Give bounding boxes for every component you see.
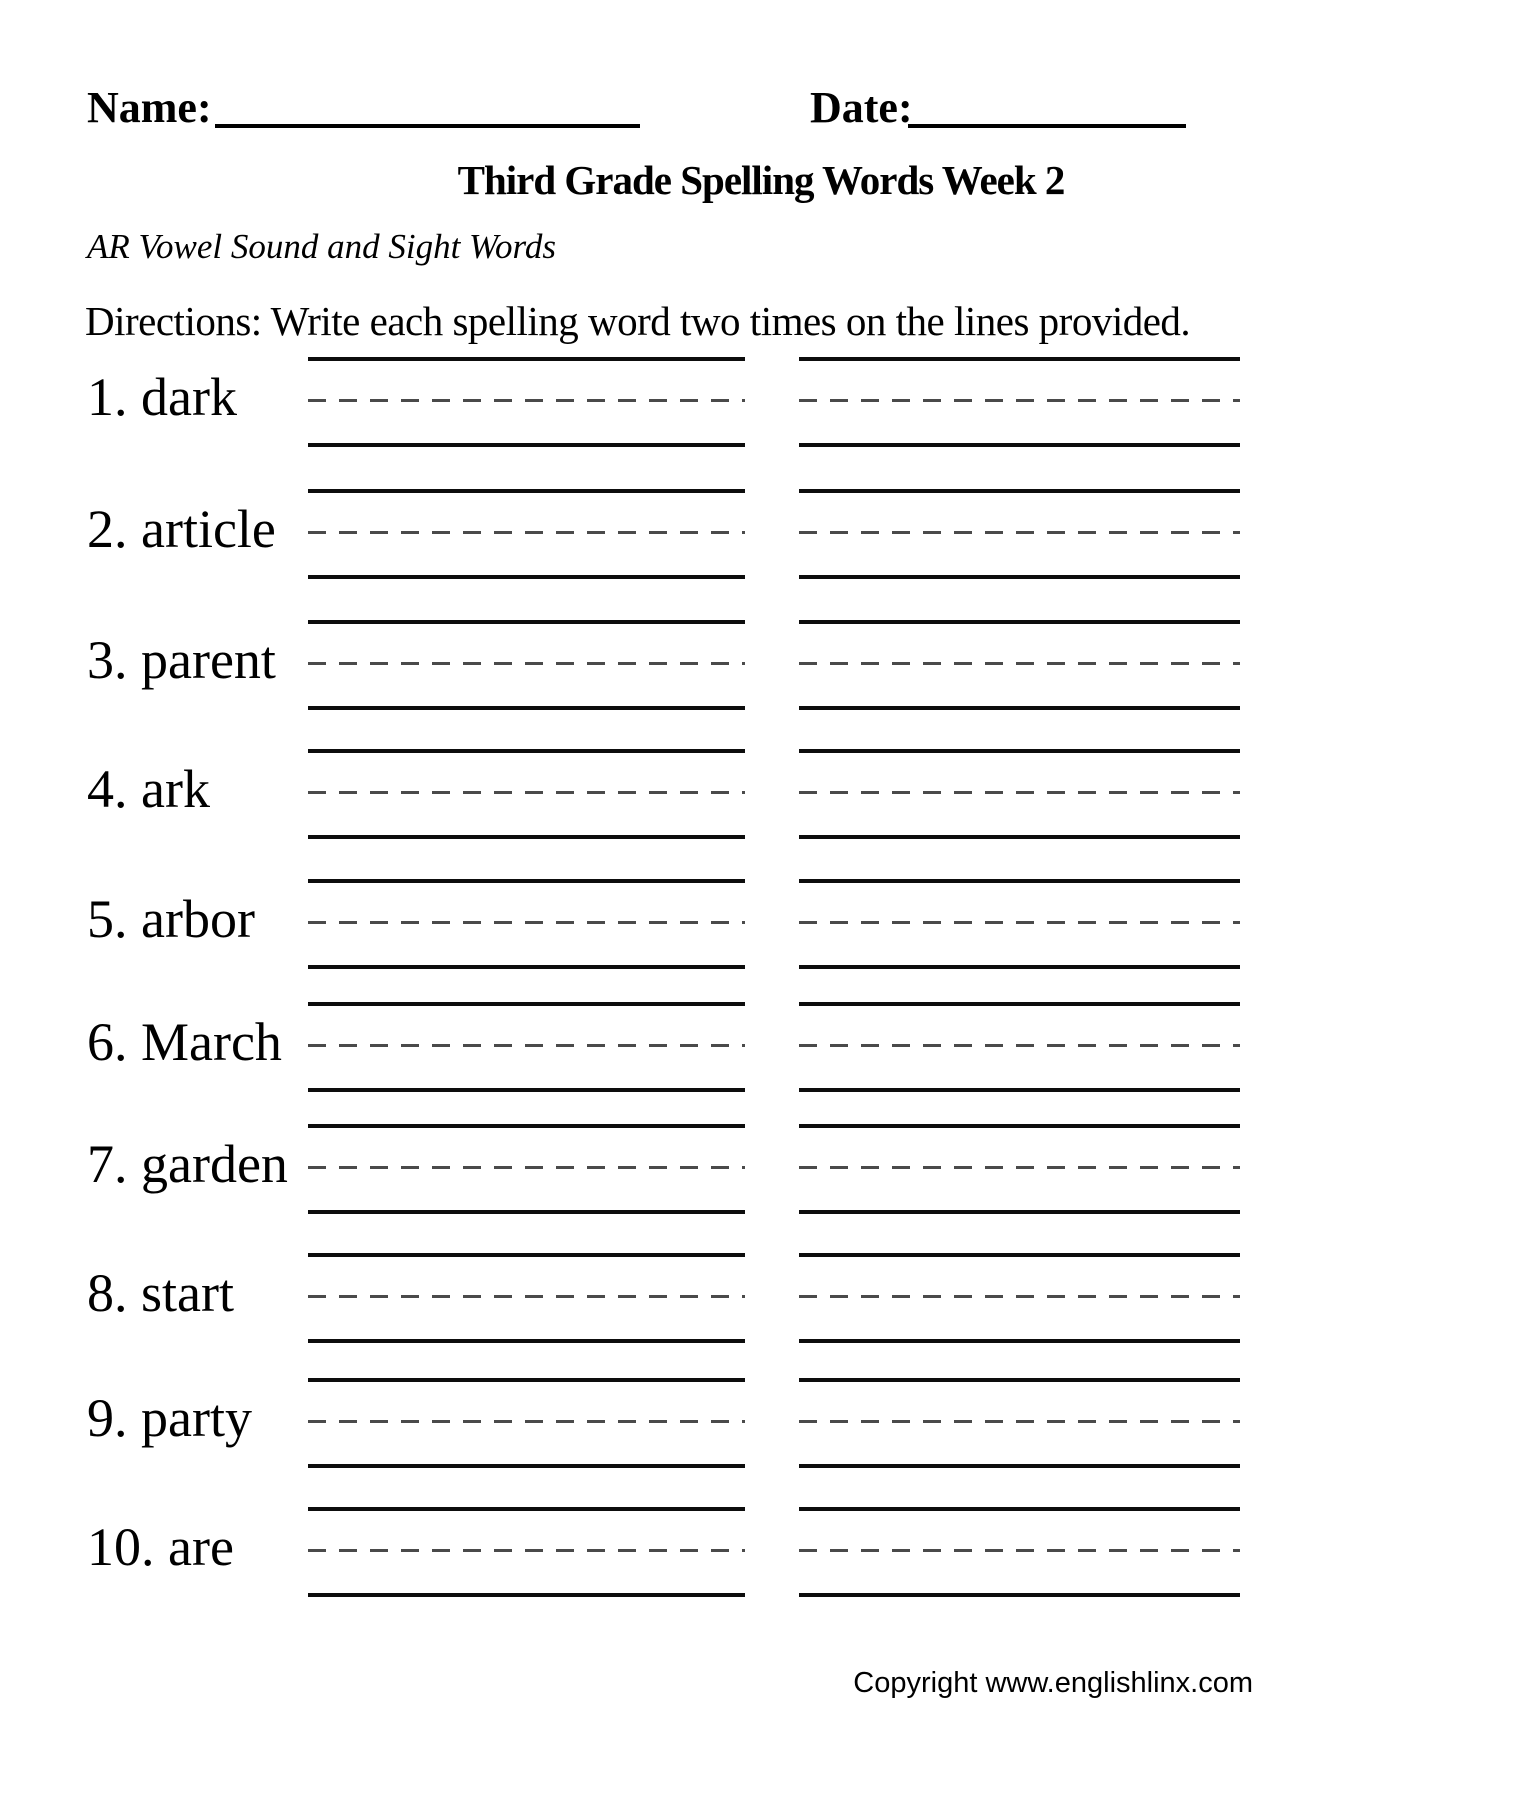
line-bottom	[799, 965, 1240, 969]
line-top	[308, 489, 745, 493]
date-blank-line	[908, 90, 1186, 128]
word-row	[0, 357, 1522, 447]
word-label: 1. dark	[87, 367, 237, 427]
line-bottom	[799, 835, 1240, 839]
line-top	[308, 1378, 745, 1382]
line-bottom	[308, 443, 745, 447]
writing-lines-right	[799, 620, 1240, 710]
word-label: 3. parent	[87, 630, 276, 690]
line-bottom	[799, 1339, 1240, 1343]
word-label: 8. start	[87, 1263, 234, 1323]
page-subtitle: AR Vowel Sound and Sight Words	[87, 227, 556, 266]
writing-lines-left	[308, 879, 745, 969]
word-row	[0, 749, 1522, 839]
line-middle-dashed	[799, 1044, 1240, 1047]
writing-lines-right	[799, 357, 1240, 447]
line-middle-dashed	[308, 1420, 745, 1423]
line-bottom	[308, 1464, 745, 1468]
line-top	[799, 1253, 1240, 1257]
word-label: 5. arbor	[87, 889, 255, 949]
line-top	[799, 1124, 1240, 1128]
word-row	[0, 1002, 1522, 1092]
line-middle-dashed	[799, 531, 1240, 534]
line-bottom	[799, 706, 1240, 710]
writing-lines-left	[308, 357, 745, 447]
line-top	[799, 749, 1240, 753]
line-middle-dashed	[308, 1549, 745, 1552]
line-top	[799, 1378, 1240, 1382]
word-row	[0, 620, 1522, 710]
word-label: 2. article	[87, 499, 276, 559]
line-middle-dashed	[799, 1420, 1240, 1423]
line-top	[308, 357, 745, 361]
line-bottom	[308, 1339, 745, 1343]
writing-lines-right	[799, 1124, 1240, 1214]
word-row	[0, 1378, 1522, 1468]
line-bottom	[799, 575, 1240, 579]
word-row	[0, 1124, 1522, 1214]
writing-lines-right	[799, 489, 1240, 579]
footer-copyright: Copyright www.englishlinx.com	[853, 1667, 1253, 1699]
page-title: Third Grade Spelling Words Week 2	[457, 157, 1065, 203]
word-row	[0, 879, 1522, 969]
name-blank-line	[215, 90, 640, 128]
line-bottom	[799, 443, 1240, 447]
writing-lines-right	[799, 1002, 1240, 1092]
word-row	[0, 1507, 1522, 1597]
word-label: 9. party	[87, 1388, 252, 1448]
writing-lines-right	[799, 1507, 1240, 1597]
line-bottom	[799, 1210, 1240, 1214]
writing-lines-right	[799, 1378, 1240, 1468]
line-middle-dashed	[799, 662, 1240, 665]
line-bottom	[308, 706, 745, 710]
line-bottom	[308, 1210, 745, 1214]
line-bottom	[799, 1464, 1240, 1468]
word-row	[0, 1253, 1522, 1343]
date-label: Date:	[810, 83, 913, 132]
writing-lines-right	[799, 1253, 1240, 1343]
line-top	[308, 620, 745, 624]
line-middle-dashed	[799, 791, 1240, 794]
writing-lines-left	[308, 1253, 745, 1343]
word-label: 10. are	[87, 1517, 234, 1577]
line-top	[308, 1002, 745, 1006]
word-row	[0, 489, 1522, 579]
line-middle-dashed	[308, 1295, 745, 1298]
line-top	[308, 1253, 745, 1257]
writing-lines-left	[308, 749, 745, 839]
line-middle-dashed	[799, 1166, 1240, 1169]
line-top	[308, 1124, 745, 1128]
line-middle-dashed	[799, 1549, 1240, 1552]
line-top	[308, 1507, 745, 1511]
line-middle-dashed	[308, 662, 745, 665]
directions-text: Directions: Write each spelling word two times on the lines provided.	[85, 298, 1191, 344]
line-top	[799, 357, 1240, 361]
writing-lines-right	[799, 879, 1240, 969]
name-label: Name:	[87, 83, 212, 132]
line-middle-dashed	[308, 399, 745, 402]
writing-lines-left	[308, 1002, 745, 1092]
line-bottom	[308, 575, 745, 579]
line-bottom	[308, 1593, 745, 1597]
line-bottom	[799, 1088, 1240, 1092]
line-bottom	[308, 1088, 745, 1092]
line-top	[799, 620, 1240, 624]
word-label: 7. garden	[87, 1134, 288, 1194]
word-label: 6. March	[87, 1012, 282, 1072]
writing-lines-left	[308, 489, 745, 579]
writing-lines-left	[308, 1378, 745, 1468]
line-top	[799, 489, 1240, 493]
writing-lines-left	[308, 1507, 745, 1597]
line-middle-dashed	[308, 921, 745, 924]
line-middle-dashed	[799, 399, 1240, 402]
line-top	[799, 879, 1240, 883]
line-top	[308, 749, 745, 753]
line-bottom	[308, 965, 745, 969]
writing-lines-right	[799, 749, 1240, 839]
line-middle-dashed	[308, 791, 745, 794]
writing-lines-left	[308, 620, 745, 710]
line-middle-dashed	[308, 1166, 745, 1169]
line-top	[799, 1002, 1240, 1006]
line-middle-dashed	[799, 921, 1240, 924]
line-bottom	[308, 835, 745, 839]
line-middle-dashed	[308, 531, 745, 534]
line-middle-dashed	[799, 1295, 1240, 1298]
line-top	[799, 1507, 1240, 1511]
line-bottom	[799, 1593, 1240, 1597]
line-top	[308, 879, 745, 883]
writing-lines-left	[308, 1124, 745, 1214]
word-label: 4. ark	[87, 759, 210, 819]
line-middle-dashed	[308, 1044, 745, 1047]
